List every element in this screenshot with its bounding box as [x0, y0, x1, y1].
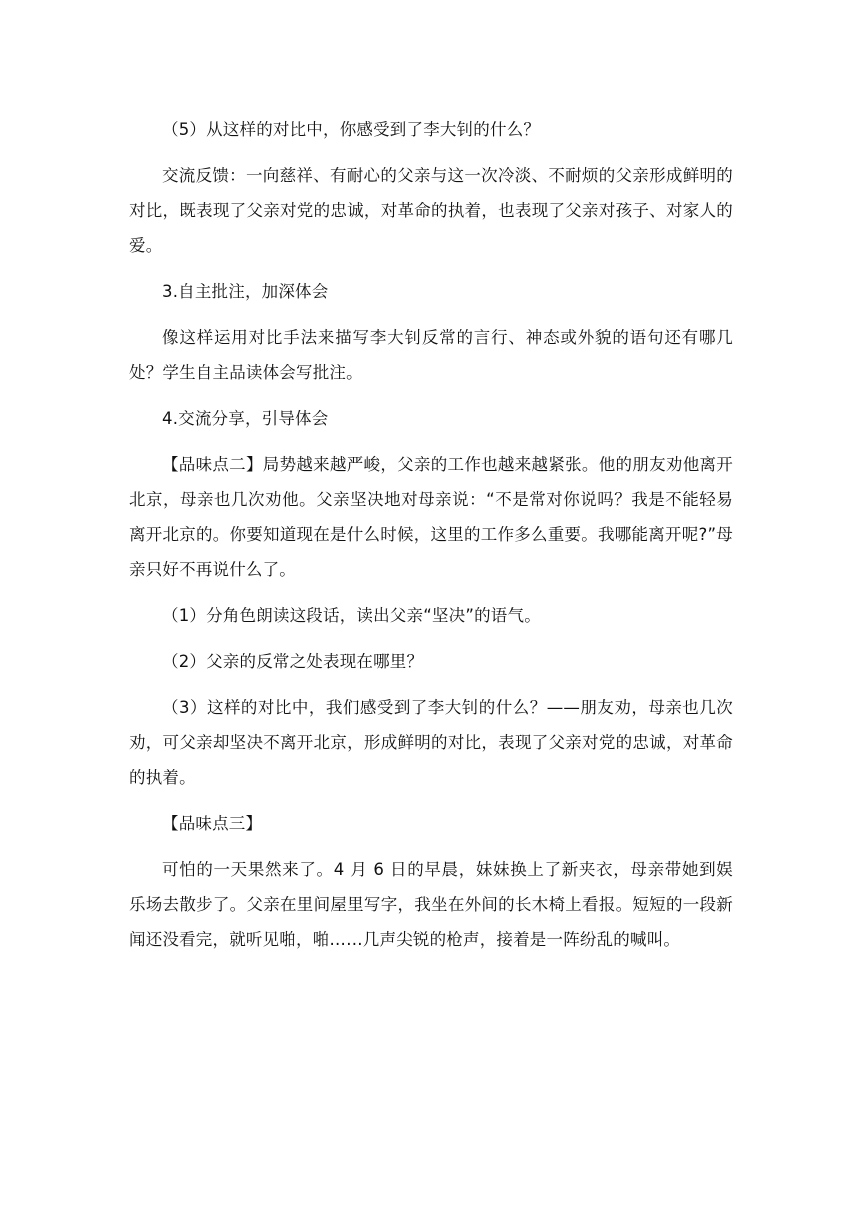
- feedback-paragraph: 交流反馈：一向慈祥、有耐心的父亲与这一次冷淡、不耐烦的父亲形成鲜明的对比，既表现了父亲对党的忠诚，对革命的执着，也表现了父亲对孩子、对家人的爱。: [129, 166, 733, 255]
- tasting-point-2: 【品味点二】局势越来越严峻，父亲的工作也越来越紧张。他的朋友劝他离开北京，母亲也几次劝他。父亲坚决地对母亲说：“不是常对你说吗？我是不能轻易离开北京的。你要知道现在是什么时候，这里的工作多么重要。我哪能离开呢?”母亲只好不再说什么了。: [129, 455, 733, 579]
- question-2: （2）父亲的反常之处表现在哪里？: [162, 652, 424, 671]
- document-body: [129, 112, 733, 957]
- question-1: （1）分角色朗读这段话，读出父亲“坚决”的语气。: [162, 606, 541, 625]
- question-5: （5）从这样的对比中，你感受到了李大钊的什么？: [162, 120, 541, 139]
- question-3: （3）这样的对比中，我们感受到了李大钊的什么？——朋友劝，母亲也几次劝，可父亲却坚决不离开北京，形成鲜明的对比，表现了父亲对党的忠诚，对革命的执着。: [129, 698, 733, 787]
- step-4-heading: 4.交流分享，引导体会: [162, 409, 329, 428]
- step-3-instruction: 像这样运用对比手法来描写李大钊反常的言行、神态或外貌的语句还有哪几处？学生自主品读体会写批注。: [129, 328, 733, 382]
- tasting-point-3-heading: 【品味点三】: [162, 814, 263, 833]
- tasting-point-3-passage: 可怕的一天果然来了。4 月 6 日的早晨，妹妹换上了新夹衣，母亲带她到娱乐场去散步了。父亲在里间屋里写字，我坐在外间的长木椅上看报。短短的一段新闻还没看完，就听见啪，啪……几声尖锐的枪声，接着是一阵纷乱的喊叫。: [129, 860, 733, 949]
- step-3-heading: 3.自主批注，加深体会: [162, 282, 329, 301]
